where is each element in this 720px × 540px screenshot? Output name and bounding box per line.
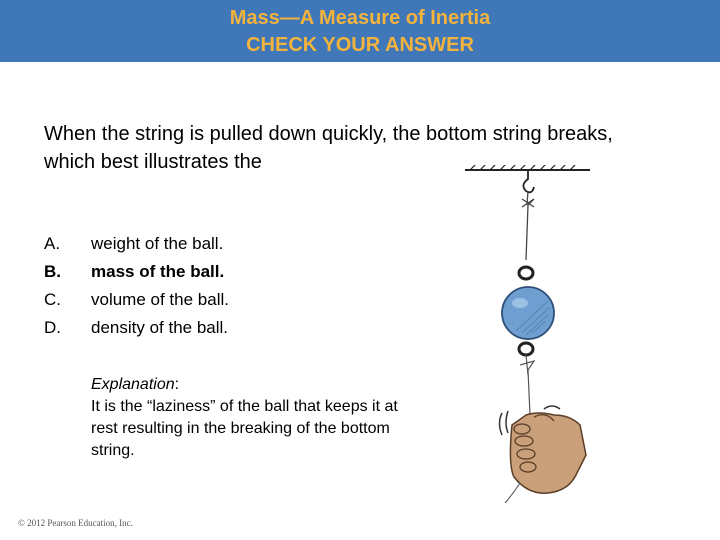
bottom-loop-hole [523,347,529,352]
slide-title: Mass—A Measure of Inertia [229,7,491,29]
option-letter: A. [44,234,61,253]
ball [502,287,554,339]
hand [510,413,586,493]
explanation-text: It is the “laziness” of the ball that keeps it at rest resulting in the breaking of the bottom string. [91,398,398,459]
ball-highlight [512,298,528,308]
option-letter: C. [44,290,61,309]
top-string [522,191,534,260]
top-loop-hole [523,271,529,276]
option-text: mass of the ball. [91,262,225,281]
explanation-colon: : [174,376,180,393]
hanging-ball-string-hand-icon [450,165,630,510]
explanation-block [91,374,401,462]
string-tail [505,483,520,503]
header-bar [0,0,720,62]
slide-subtitle: CHECK YOUR ANSWER [246,34,474,56]
option-letter: D. [44,318,61,337]
hook-shape [523,170,534,192]
bottom-string [520,355,534,415]
explanation-heading: Explanation [91,376,175,393]
option-letter: B. [44,262,61,281]
option-text: volume of the ball. [91,290,229,309]
option-text: weight of the ball. [91,234,224,253]
option-text: density of the ball. [91,318,229,337]
question-text: When the string is pulled down quickly, the bottom string breaks, which best illustrates the [44,123,613,173]
copyright-notice: © 2012 Pearson Education, Inc. [18,518,133,528]
